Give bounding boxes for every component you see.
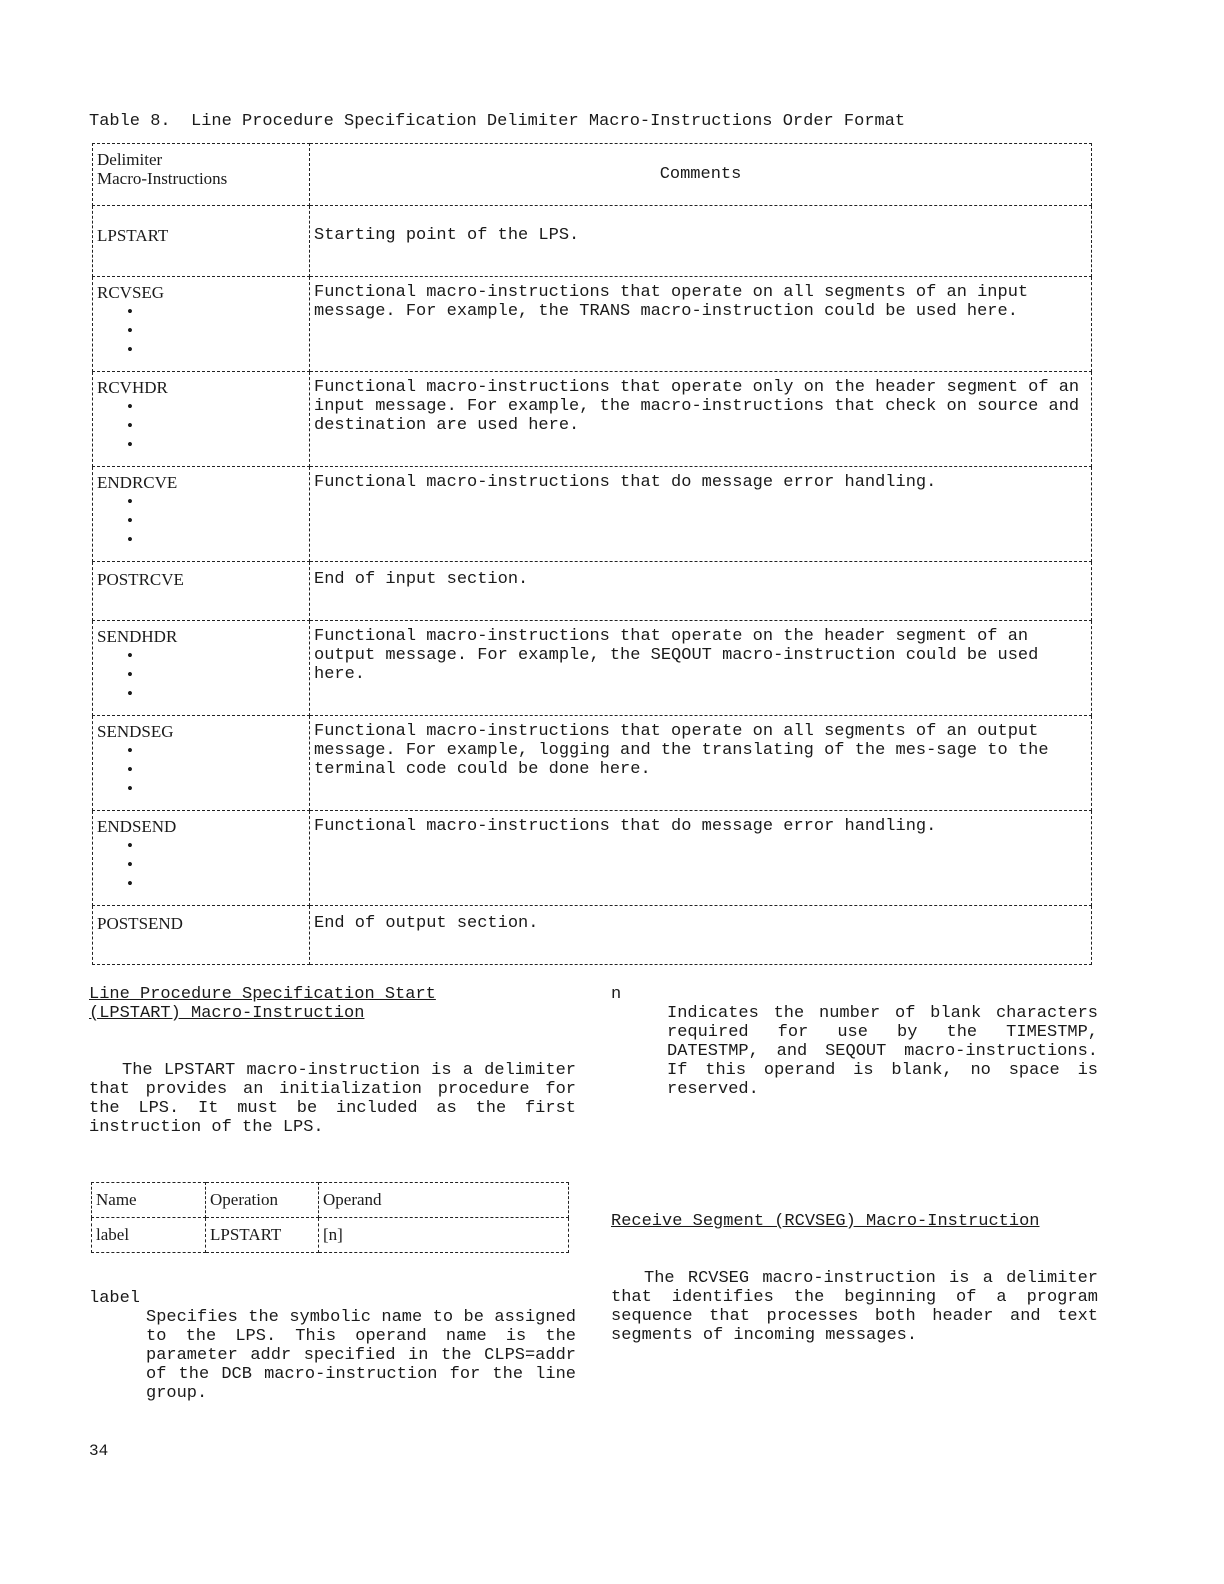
row-name: ENDRCVE (97, 473, 178, 492)
row-comment: Functional macro-instructions that operate only on the header segment of an input message. For example, the macro-instructions that check on source and destination are used here. (310, 372, 1092, 467)
syntax-header-name: Name (92, 1183, 206, 1218)
n-definition: Indicates the number of blank characters required for use by the TIMESTMP, DATESTMP, and SEQOUT macro-instructions. If this operand is blank, no space is reserved. (667, 1004, 1098, 1099)
table-row (93, 206, 1092, 277)
rcvseg-heading: Receive Segment (RCVSEG) Macro-Instruction (611, 1212, 1040, 1231)
row-comment: Functional macro-instructions that operate on all segments of an input message. For example, the TRANS macro-instruction could be used here. (310, 277, 1092, 372)
continuation-dots: • • • (127, 302, 133, 359)
continuation-dots: • • • (127, 646, 133, 703)
row-name: ENDSEND (97, 817, 177, 836)
row-name: RCVSEG (97, 283, 165, 302)
table-row (93, 811, 1092, 906)
table-caption: Table 8. Line Procedure Specification Delimiter Macro-Instructions Order Format (89, 112, 906, 131)
table-row (93, 562, 1092, 621)
header-comments: Comments (310, 144, 1092, 206)
continuation-dots: • • • (127, 492, 133, 549)
syntax-header-operand: Operand (319, 1183, 569, 1218)
rcvseg-paragraph: The RCVSEG macro-instruction is a delimiter that identifies the beginning of a program sequence that processes both header and text segments of incoming messages. (611, 1269, 1098, 1345)
row-name: SENDSEG (97, 722, 174, 741)
row-name: SENDHDR (97, 627, 178, 646)
row-comment: Functional macro-instructions that operate on the header segment of an output message. For example, the SEQOUT macro-instruction could be used here. (310, 621, 1092, 716)
table-row (93, 621, 1092, 716)
row-name: RCVHDR (97, 378, 168, 397)
n-term: n (611, 985, 622, 1004)
table-row (93, 906, 1092, 965)
header-delimiter: Delimiter Macro-Instructions (93, 144, 310, 206)
syntax-operand-value: [n] (319, 1218, 569, 1253)
row-comment: Starting point of the LPS. (310, 206, 1092, 277)
row-comment: Functional macro-instructions that operate on all segments of an output message. For example, logging and the translating of the mes-sage to the terminal code could be done here. (310, 716, 1092, 811)
label-definition: Specifies the symbolic name to be assigned to the LPS. This operand name is the parameter addr specified in the CLPS=addr of the DCB macro-instruction for the line group. (146, 1308, 576, 1403)
syntax-operation-value: LPSTART (206, 1218, 319, 1253)
page-number: 34 (89, 1442, 109, 1460)
row-name: POSTSEND (93, 906, 310, 965)
table-row (93, 372, 1092, 467)
row-comment: Functional macro-instructions that do message error handling. (310, 811, 1092, 906)
lpstart-syntax-table (91, 1182, 569, 1253)
row-comment: End of output section. (310, 906, 1092, 965)
syntax-header-operation: Operation (206, 1183, 319, 1218)
continuation-dots: • • • (127, 741, 133, 798)
lpstart-heading: Line Procedure Specification Start (LPSTART) Macro-Instruction (89, 985, 436, 1023)
table-row (93, 716, 1092, 811)
row-name: POSTRCVE (93, 562, 310, 621)
continuation-dots: • • • (127, 397, 133, 454)
syntax-name-value: label (92, 1218, 206, 1253)
table-row (93, 467, 1092, 562)
delimiter-table (92, 143, 1092, 965)
label-term: label (89, 1289, 141, 1308)
row-name: LPSTART (93, 206, 310, 277)
row-comment: Functional macro-instructions that do message error handling. (310, 467, 1092, 562)
row-comment: End of input section. (310, 562, 1092, 621)
lpstart-paragraph: The LPSTART macro-instruction is a delimiter that provides an initialization procedure for the LPS. It must be included as the first instruction of the LPS. (89, 1061, 576, 1137)
continuation-dots: • • • (127, 836, 133, 893)
table-row (93, 277, 1092, 372)
